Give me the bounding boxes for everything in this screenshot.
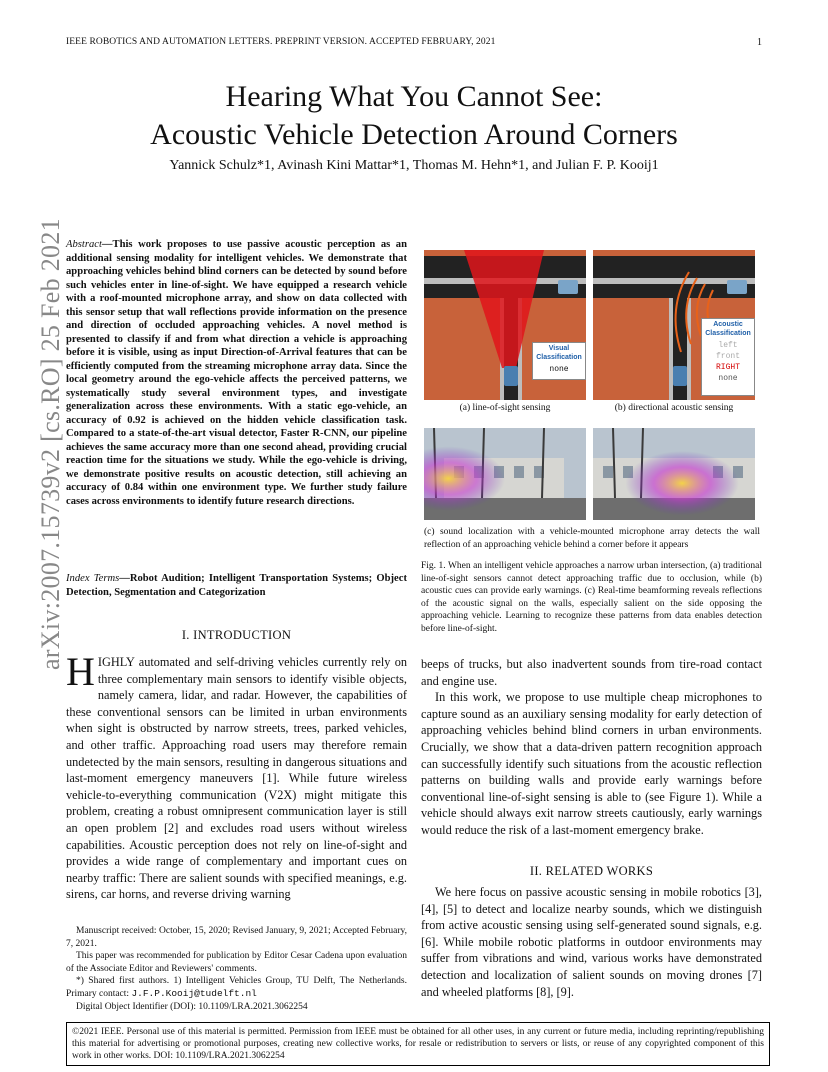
abstract-text: —This work proposes to use passive acoustic perception as an additional sensing modality for intelligent vehicles. We demonstrate that approaching vehicles behind blind corners can be detected by sound before such vehicles enter in line-of-sight. We have equipped a research vehicle with a roof-mounted microphone array, and show on data collected with this sensor setup that wall reflections provide information on the presence and direction of occluded approaching vehicles. A novel method is presented to classify if and from what direction a vehicle is approaching before it is visible, using as input Direction-of-Arrival features that can be efficiently computed from the streaming microphone array data. Since the local geometry around the ego-vehicle affects the perceived patterns, we systematically study several environment types, and investigate generalization across these environments. With a static ego-vehicle, an accuracy of 0.92 is achieved on the hidden vehicle classification task. Compared to a state-of-the-art visual detector, Faster R-CNN, our pipeline achieves the same accuracy more than one second ahead, providing crucial reaction time for the situations we study. While the ego-vehicle is driving, we demonstrate positive results on acoustic detection, still achieving an accuracy of 0.84 within one environment type. We further study failure cases across environments to identify future research directions. [66, 239, 407, 507]
photo-panel-c-right [593, 428, 755, 520]
caption-panel-b: (b) directional acoustic sensing [614, 403, 734, 413]
acoustic-options-list [702, 340, 754, 384]
footnote-doi: Digital Object Identifier (DOI): 10.1109/LRA.2021.3062254 [76, 1001, 308, 1012]
intro-paragraph-1 [66, 649, 407, 903]
abstract-lead: Abstract [66, 239, 102, 250]
paper-title [0, 78, 828, 154]
option-front: front [715, 352, 740, 361]
abstract [66, 238, 407, 508]
footnote-manuscript: Manuscript received: October, 15, 2020; Revised January, 9, 2021; Accepted February, 7, 2021. [66, 926, 407, 949]
option-none: none [718, 374, 738, 383]
page-number: 1 [757, 37, 762, 48]
photo-panel-c-left [424, 428, 586, 520]
contact-email[interactable]: J.F.P.Kooij@tudelft.nl [131, 987, 257, 999]
running-head: IEEE ROBOTICS AND AUTOMATION LETTERS. PREPRINT VERSION. ACCEPTED FEBRUARY, 2021 [66, 37, 496, 47]
section-heading-related-works: II. RELATED WORKS [529, 864, 654, 878]
caption-panel-c: (c) sound localization with a vehicle-mounted microphone array detects the wall reflection of an approaching vehicle behind a corner before it appears [424, 527, 760, 550]
intro-paragraph-1-cont: beeps of trucks, but also inadvertent sounds from tire-road contact and engine use. [421, 657, 762, 688]
building-left-icon [593, 298, 671, 400]
figure-caption: Fig. 1. When an intelligent vehicle approaches a narrow urban intersection, (a) traditional line-of-sight sensors cannot detect approaching traffic due to occlusion, while (b) acoustic cues can provide early warnings. (c) Real-time beamforming reveals reflections of the acoustic signal on the walls, especially salient on the side opposing the approaching vehicle. Learning to recognize these patterns from data enables detection before line-of-sight. [421, 561, 762, 634]
author-list: Yannick Schulz*1, Avinash Kini Mattar*1, Thomas M. Hehn*1, and Julian F. P. Kooij1 [169, 158, 659, 173]
caption-panel-a: (a) line-of-sight sensing [459, 403, 551, 413]
figure-panel-b [593, 250, 755, 400]
title-line-1: Hearing What You Cannot See: [225, 80, 603, 113]
ego-car-icon [673, 366, 687, 386]
related-works-text: We here focus on passive acoustic sensing in mobile robotics [3], [4], [5] to detect and localize nearby sounds, which we distinguish from active acoustic sensing using self-generated sound signals, e.g. [6]. While mobile robotic platforms in outdoor environments may suffer from vibrations and wind, various works have demonstrated detection and localization of salient sounds on moving drones [7] and wheeled platforms [8], [9]. [421, 885, 762, 999]
approaching-car-icon [727, 280, 747, 294]
intro-paragraph-2: In this work, we propose to use multiple cheap microphones to capture sound as an auxiliary sensing modality for early detection of approaching vehicles behind blind corners in urban environments. Crucially, we show that a data-driven pattern recognition approach can successfully identify such situations from the acoustic reflection patterns on building walls and provide early warnings before conventional line-of-sight sensing is able to (see Figure 1). While a vehicle should always exit narrow streets cautiously, early warnings would reduce the risk of a last-moment emergency brake. [421, 690, 762, 837]
dropcap: H [66, 649, 95, 694]
intro-continued [421, 656, 762, 839]
option-left: left [718, 341, 738, 350]
visual-classification-box [532, 342, 586, 380]
section-heading-introduction: I. INTRODUCTION [181, 628, 292, 642]
acoustic-classification-box [701, 318, 755, 396]
figure-panel-a [424, 250, 586, 400]
footnote-authors: *) Shared first authors. 1) Intelligent Vehicles Group, TU Delft, The Netherlands. Primary contact: J.F.P.Kooij@tudelft.nl [66, 976, 407, 999]
ego-car-icon [504, 366, 518, 386]
footnotes [66, 925, 407, 1013]
related-works-paragraph [421, 884, 762, 1000]
street-photo-1 [424, 428, 586, 520]
option-right: RIGHT [715, 363, 740, 372]
index-terms-text: —Robot Audition; Intelligent Transportation Systems; Object Detection, Segmentation and Categorization [66, 573, 407, 598]
visual-box-title: Visual Classification [536, 345, 582, 361]
index-terms [66, 572, 407, 599]
street-photo-2 [593, 428, 755, 520]
title-line-2: Acoustic Vehicle Detection Around Corners [150, 118, 678, 151]
visual-box-value: none [549, 365, 569, 374]
copyright-notice: ©2021 IEEE. Personal use of this material is permitted. Permission from IEEE must be obtained for all other uses, in any current or future media, including reprinting/republishing this material for advertising or promotional purposes, creating new collective works, for resale or redistribution to servers or lists, or reuse of any copyrighted component of this work in other works. DOI: 10.1109/LRA.2021.3062254 [66, 1022, 770, 1066]
arxiv-stamp: arXiv:2007.15739v2 [cs.RO] 25 Feb 2021 [36, 218, 65, 670]
approaching-car-icon [558, 280, 578, 294]
index-terms-lead: Index Terms [66, 573, 120, 584]
intro-paragraph-1-text: IGHLY automated and self-driving vehicles currently rely on three complementary main sensors to identify visible objects, namely camera, lidar, and radar. However, the capabilities of these conventional sensors can be limited in urban environments when sight is obstructed by narrow streets, trees, parked vehicles, and other traffic. Approaching road users may therefore remain undetected by the main sensors, resulting in dangerous situations and last-moment emergency maneuvers [1]. While future wireless vehicle-to-everything communication (V2X) might mitigate this problem, creating a robust omnipresent communication layer is still an open problem [2] and excludes road users without wireless capabilities. Acoustic perception does not rely on line-of-sight and provides a wide range of complementary and important cues on nearby traffic: There are salient sounds with specified meanings, e.g. sirens, car horns, and reverse driving warning [66, 655, 407, 902]
acoustic-box-title: Acoustic Classification [705, 321, 751, 337]
footnote-editor: This paper was recommended for publication by Editor Cesar Cadena upon evaluation of the Associate Editor and Reviewers' comments. [66, 951, 407, 974]
